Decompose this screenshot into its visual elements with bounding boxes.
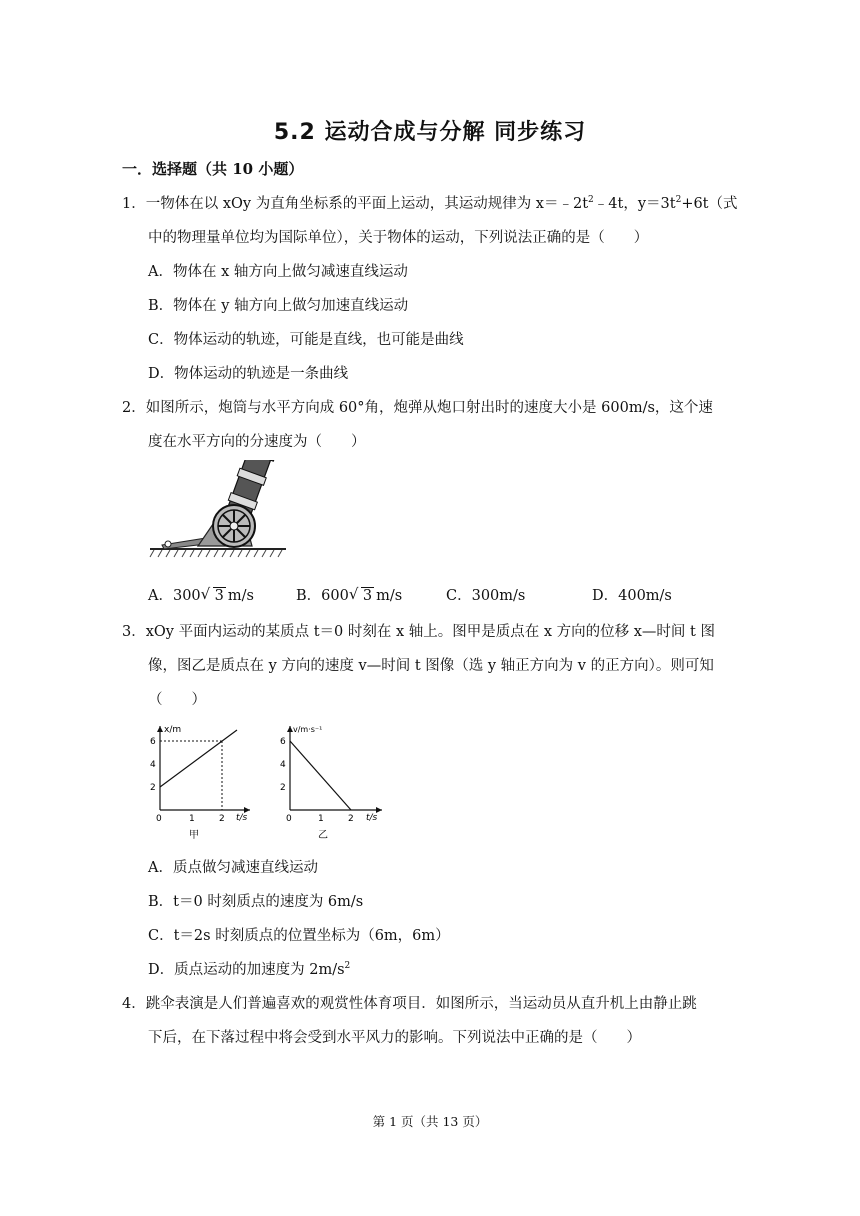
question-1-line-1: 1．一物体在以 xOy 为直角坐标系的平面上运动，其运动规律为 $x=﹣2t^2﹣4t$，$y=3t^2+6t$（式 <box>122 195 738 212</box>
question-4-line-1: 4．跳伞表演是人们普遍喜欢的观赏性体育项目．如图所示，当运动员从直升机上由静止跳 <box>122 996 697 1012</box>
question-3-line-2: 像，图乙是质点在 y 方向的速度 v—时间 t 图像（选 y 轴正方向为 v 的正方向）。则可知 <box>148 658 714 674</box>
question-3-option-b: B．t＝0 时刻质点的速度为 6m/s <box>148 894 364 910</box>
graph-x-t-xtick-0: 0 <box>156 814 162 824</box>
graph-x-t-line <box>160 730 237 787</box>
graph-v-t-xlabel: t/s <box>366 813 378 823</box>
graph-x-t-xtick-2: 2 <box>219 814 225 824</box>
question-2-line-2: 度在水平方向的分速度为（ ） <box>148 434 366 450</box>
graph-x-t-xlabel: t/s <box>236 813 248 823</box>
graph-v-t <box>276 720 391 845</box>
question-1-option-b: B．物体在 y 轴方向上做匀加速直线运动 <box>148 298 409 314</box>
graph-v-t-ytick-2: 2 <box>280 783 286 793</box>
graph-x-t-caption: 甲 <box>189 830 199 841</box>
graph-x-t-xtick-1: 1 <box>189 814 195 824</box>
cannon-illustration <box>148 460 288 560</box>
page-title: 5.2 运动合成与分解 同步练习 <box>273 120 587 145</box>
question-1-option-d: D．物体运动的轨迹是一条曲线 <box>148 366 349 382</box>
graph-x-t <box>142 720 257 845</box>
graph-v-t-xtick-2: 2 <box>348 814 354 824</box>
question-2-line-1: 2．如图所示，炮筒与水平方向成 60°角，炮弹从炮口射出时的速度大小是 600m/s，这个速 <box>122 400 713 416</box>
graph-v-t-ylabel: v/m·s⁻¹ <box>293 725 323 734</box>
graph-v-t-xtick-0: 0 <box>286 814 292 824</box>
question-2-option-d: D．400m/s <box>592 588 672 604</box>
graph-x-t-ytick-4: 4 <box>150 760 156 770</box>
graph-v-t-ytick-4: 4 <box>280 760 286 770</box>
question-2-option-a: A．300 √ 3 m/s <box>148 585 254 604</box>
question-2-option-b: B．600 √ 3 m/s <box>296 585 403 604</box>
question-3-line-3: （ ） <box>148 692 206 708</box>
question-2-option-c: C．300m/s <box>446 588 526 604</box>
question-3-option-d: D．质点运动的加速度为 $2m/s^2$ <box>148 961 351 978</box>
question-1-option-c: C．物体运动的轨迹，可能是直线，也可能是曲线 <box>148 332 464 348</box>
graph-v-t-caption: 乙 <box>318 830 328 841</box>
graph-x-t-ytick-2: 2 <box>150 783 156 793</box>
section-heading: 一．选择题（共 10 小题） <box>122 160 304 178</box>
graph-x-t-ytick-6: 6 <box>150 737 156 747</box>
question-3-option-a: A．质点做匀减速直线运动 <box>148 860 318 876</box>
question-1-option-a: A．物体在 x 轴方向上做匀减速直线运动 <box>148 264 408 280</box>
question-3-line-1: 3．xOy 平面内运动的某质点 t＝0 时刻在 x 轴上。图甲是质点在 x 方向的位移 x—时间 t 图 <box>122 624 715 640</box>
graph-x-t-ylabel: x/m <box>164 725 182 735</box>
question-1-line-2: 中的物理量单位均为国际单位），关于物体的运动，下列说法正确的是（ ） <box>148 230 649 246</box>
graph-v-t-line <box>290 741 351 810</box>
question-3-option-c: C．t＝2s 时刻质点的位置坐标为（6m，6m） <box>148 928 450 944</box>
graph-v-t-xtick-1: 1 <box>318 814 324 824</box>
page-footer: 第 1 页（共 13 页） <box>372 1114 488 1129</box>
graph-v-t-ytick-6: 6 <box>280 737 286 747</box>
question-4-line-2: 下后，在下落过程中将会受到水平风力的影响。下列说法中正确的是（ ） <box>148 1030 641 1046</box>
